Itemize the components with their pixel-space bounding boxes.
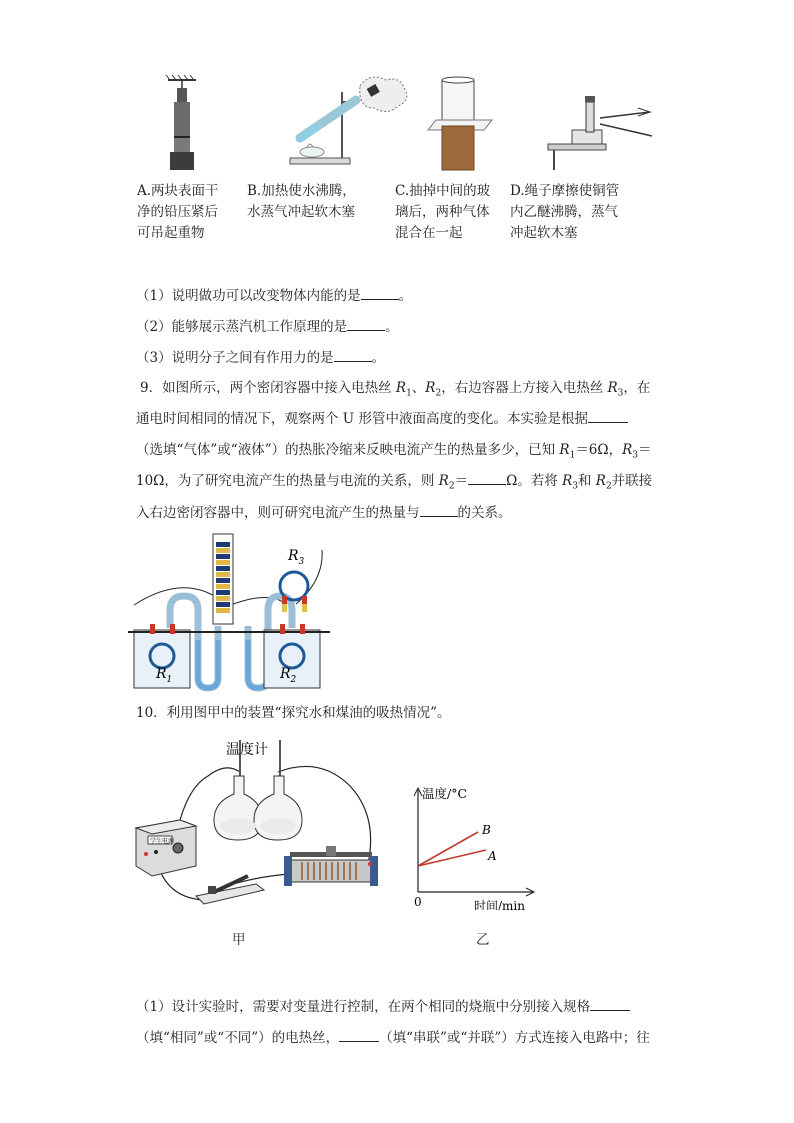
q9-line1: 9．如图所示，两个密闭容器中接入电热丝 $R_1$、$R_2$，右边容器上方接入电热丝 $R_3$，在: [140, 380, 651, 399]
q9-line4: 10Ω，为了研究电流产生的热量与电流的关系，则 $R_2= \Omega$。若将 $R_3$和 $R_2$并联接: [136, 473, 653, 492]
answer-blank[interactable]: [420, 504, 458, 517]
q10-sub1-line2: （填“相同”或“不同”）的电热丝， （填“串联”或“并联”）方式连接入电路中；往: [136, 1030, 650, 1046]
psu-label: 学生电源: [150, 838, 175, 845]
test-tube-steam-figure: [290, 77, 407, 164]
graph-y-label: 温度/°C: [422, 786, 468, 801]
r2-label: $R_2$: [280, 666, 297, 685]
q8-sub3: （3）说明分子之间有作用力的是 。: [136, 350, 386, 366]
answer-blank[interactable]: [334, 349, 372, 362]
figure-row-q8: [130, 72, 670, 176]
answer-blank[interactable]: [361, 287, 399, 300]
caption-c: C.抽掉中间的玻 璃后，两种气体 混合在一起: [395, 183, 491, 241]
q9-line5: 入右边密闭容器中，则可研究电流产生的热量与 的关系。: [136, 505, 512, 521]
line-a: [418, 850, 486, 866]
q9-line3: （选填“气体”或“液体”）的热胀冷缩来反映电流产生的热量多少，已知 $R_1=6\Omega$，$R_3=$: [136, 442, 652, 461]
figure-label-yi: 乙: [476, 932, 490, 948]
lead-cylinders-figure: [166, 75, 196, 170]
r1-label: $R_1$: [156, 666, 173, 685]
line-b-label: B: [482, 823, 491, 837]
caption-a: A.两块表面干 净的铅压紧后 可吊起重物: [137, 183, 219, 241]
heating-apparatus-figure: [130, 736, 386, 912]
caption-d: D.绳子摩擦使铜管 内乙醚沸腾，蒸气 冲起软木塞: [510, 183, 620, 241]
temperature-time-graph: [398, 780, 548, 910]
line-a-label: A: [488, 849, 497, 863]
q8-sub2: （2）能够展示蒸汽机工作原理的是 。: [136, 319, 399, 335]
graph-x-label: 时间/min: [474, 899, 525, 910]
line-b: [418, 832, 478, 866]
q10-sub1-line1: （1）设计实验时，需要对变量进行控制，在两个相同的烧瓶中分别接入规格: [136, 998, 630, 1016]
q10-title: 10．利用图甲中的装置“探究水和煤油的吸热情况”。: [136, 705, 451, 721]
q9-line2: 通电时间相同的情况下，观察两个 U 形管中液面高度的变化。本实验是根据: [136, 410, 628, 428]
answer-blank[interactable]: [588, 410, 628, 423]
joule-heating-figure: [128, 530, 338, 692]
gas-jars-figure: [428, 77, 492, 170]
copper-tube-rope-figure: [548, 96, 652, 170]
r3-label: $R_3$: [288, 548, 305, 567]
answer-blank[interactable]: [339, 1029, 379, 1042]
graph-origin: 0: [414, 895, 422, 909]
answer-blank[interactable]: [347, 318, 385, 331]
q8-sub1: （1）说明做功可以改变物体内能的是 。: [136, 288, 413, 304]
caption-b: B.加热使水沸腾， 水蒸气冲起软木塞: [247, 183, 356, 220]
answer-blank[interactable]: [468, 472, 506, 485]
figure-label-jia: 甲: [232, 932, 246, 948]
thermometer-label: 温度计: [226, 742, 268, 758]
answer-blank[interactable]: [590, 998, 630, 1011]
